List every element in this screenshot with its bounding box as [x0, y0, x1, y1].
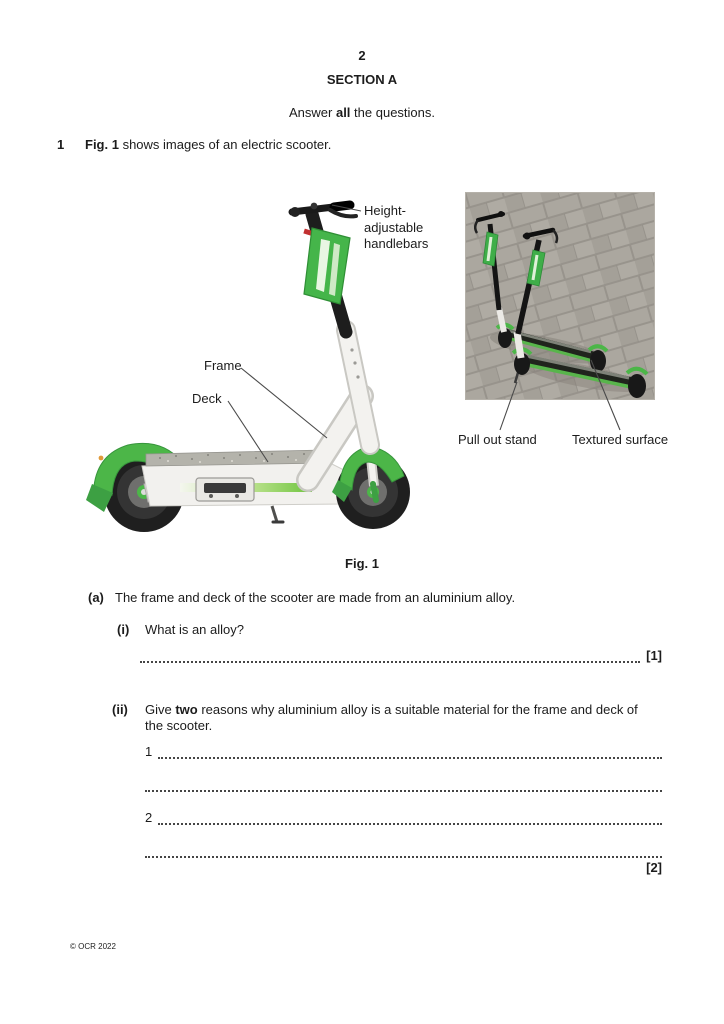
part-ii-answer2-row2 [145, 841, 662, 858]
part-i-marks: [1] [646, 648, 662, 663]
part-i-answer-row [140, 646, 662, 663]
part-ii-answer1-row2 [145, 775, 662, 792]
part-ii-answer2-row [145, 808, 662, 825]
page-number: 2 [358, 48, 366, 63]
section-instruction: Answer all the questions. [289, 105, 435, 120]
question-intro: Fig. 1 shows images of an electric scooter. [85, 137, 332, 152]
question-number: 1 [57, 137, 65, 152]
part-ii-marks: [2] [646, 860, 662, 875]
part-ii-marker: (ii) [112, 702, 128, 717]
figure-caption: Fig. 1 [345, 556, 379, 571]
part-ii-text: Give two reasons why aluminium alloy is a suitable material for the frame and deck of the scooter. [145, 702, 638, 733]
copyright-footer: © OCR 2022 [70, 942, 116, 951]
part-i-text: What is an alloy? [145, 622, 244, 637]
label-deck: Deck [192, 391, 222, 406]
label-height-adjustable-handlebars: Height- adjustable handlebars [364, 203, 429, 251]
label-pull-out-stand: Pull out stand [458, 432, 537, 447]
answer1-number: 1 [145, 744, 153, 759]
answer-line [145, 841, 662, 858]
label-textured-surface: Textured surface [572, 432, 669, 447]
answer2-number: 2 [145, 810, 153, 825]
section-title: SECTION A [326, 72, 398, 87]
scooters-photo [465, 192, 655, 400]
part-i-marker: (i) [117, 622, 130, 637]
label-frame: Frame [204, 358, 242, 373]
answer-line [158, 808, 662, 825]
answer-line [140, 646, 640, 663]
answer-line [145, 775, 662, 792]
part-a-marker: (a) [88, 590, 104, 605]
part-ii-answer1-row [145, 742, 662, 759]
part-a-text: The frame and deck of the scooter are made from an aluminium alloy. [115, 590, 516, 605]
answer-line [158, 742, 662, 759]
figure-1 [80, 190, 669, 555]
